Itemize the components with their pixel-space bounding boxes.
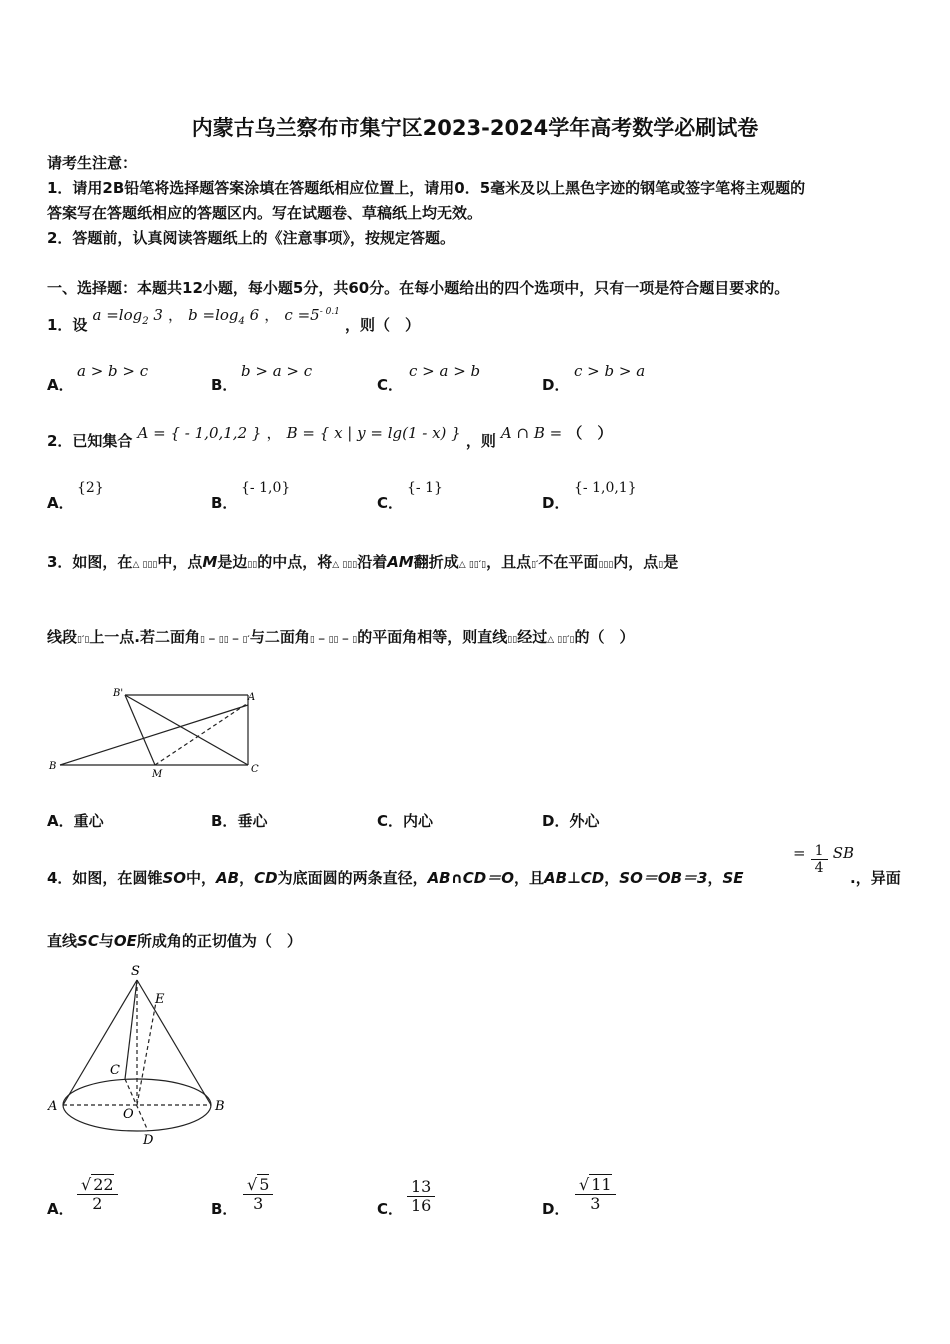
q1-b-def: $b =\log_4$ 6 [188,306,260,327]
q4-fig-label-c: C [110,1063,120,1078]
q4-option-a[interactable]: A． [47,1200,74,1218]
question-4-line-2: 直线SC与OE所成角的正切值为（ ） [47,932,302,950]
q3-option-b[interactable]: B．垂心 [211,812,268,830]
q2-set-b: B = { x | y = lg(1 - x) } [286,424,461,442]
q3-figure [45,685,270,780]
q2-expr: A ∩ B = [500,424,563,442]
notice-line-2: 答案写在答题纸相应的答题区内。写在试题卷、草稿纸上均无效。 [47,204,483,222]
q1-option-a-text: a > b > c [77,362,149,380]
question-3-line-1: 3．如图，在△ ▯▯▯中，点M是边▯▯的中点，将△ ▯▯▯沿着AM翻折成△ ▯▯′▯，且点▯′不在平面▯▯▯内，点▯是 [47,553,679,571]
q4-fig-label-e: E [155,992,165,1007]
q2-option-a[interactable]: A． [47,494,74,512]
q1-option-a[interactable]: A． [47,376,74,394]
q1-option-c-text: c > a > b [409,362,481,380]
notice-heading: 请考生注意： [47,154,138,172]
q1-option-d[interactable]: D． [542,376,570,394]
q1-a-def: $a =\log_2$ 3 [92,306,163,327]
q4-fig-label-o: O [123,1107,134,1122]
question-1: 1．设 $a =\log_2$ 3 ， $b =\log_4$ 6 ， $c =5^{- 0.1}$ ，则（ ） [47,306,421,334]
q2-option-b[interactable]: B． [211,494,238,512]
q3-fig-label-a: A [248,692,256,703]
q1-c-def: $c =5^{- 0.1}$ [284,306,340,324]
q1-suffix: ，则（ ） [345,316,421,334]
q1-option-c[interactable]: C． [377,376,404,394]
q3-option-a[interactable]: A．重心 [47,812,104,830]
q4-line-1-end: .，异面 [850,869,901,887]
question-4-line-1: 4．如图，在圆锥SO中，AB，CD为底面圆的两条直径，AB∩CD＝O，且AB⊥CD，SO＝OB＝3，SE [47,869,744,887]
q2-option-d-text: {- 1,0,1} [574,480,637,496]
q3-option-d[interactable]: D．外心 [542,812,600,830]
q4-option-c[interactable]: C． [377,1200,404,1218]
q4-fig-label-b: B [215,1099,225,1114]
q2-option-d[interactable]: D． [542,494,570,512]
page-title: 内蒙古乌兰察布市集宁区2023-2024学年高考数学必刷试卷 [191,116,759,140]
q2-option-b-text: {- 1,0} [241,480,291,496]
q1-prefix: 1．设 [47,316,88,334]
q4-option-a-value: √ $\frac{22}{2}$ [77,1176,118,1214]
q3-option-c[interactable]: C．内心 [377,812,434,830]
q4-figure [45,960,245,1150]
question-2: 2．已知集合 A = { - 1,0,1,2 } ， B = { x | y = lg(1 - x) } ，则 A ∩ B = （ ） [47,424,613,450]
q4-option-b[interactable]: B． [211,1200,238,1218]
q4-option-d[interactable]: D． [542,1200,570,1218]
q1-option-d-text: c > b > a [574,362,646,380]
q2-prefix: 2．已知集合 [47,432,133,450]
q4-option-b-value: √ $\frac{5}{3}$ [243,1176,273,1214]
q1-option-b-text: b > a > c [241,362,313,380]
q3-fig-label-b: B [49,761,57,772]
q2-paren: （ ） [567,424,613,442]
q4-fig-label-d: D [143,1133,154,1148]
q3-fig-label-m: M [152,769,163,780]
q2-set-a: A = { - 1,0,1,2 } [137,424,262,442]
q1-option-b[interactable]: B． [211,376,238,394]
q3-options [47,810,907,832]
q4-options [47,1176,907,1226]
q4-option-c-value: $\frac{13}{16}$ [407,1178,435,1216]
section-heading: 一、选择题：本题共12小题，每小题5分，共60分。在每小题给出的四个选项中，只有一项是符合题目要求的。 [47,279,790,297]
q2-option-a-text: {2} [77,480,104,496]
q4-fig-label-s: S [131,964,140,979]
notice-line-1: 1．请用2B铅笔将选择题答案涂填在答题纸相应位置上，请用0．5毫米及以上黑色字迹的钢笔或签字笔将主观题的 [47,179,806,197]
q3-fig-label-b-prime: B' [113,688,124,699]
q2-option-c[interactable]: C． [377,494,404,512]
notice-line-3: 2．答题前，认真阅读答题纸上的《注意事项》，按规定答题。 [47,229,455,247]
q4-option-d-value: √ $\frac{11}{3}$ [575,1176,616,1214]
q3-fig-label-c: C [251,764,259,775]
q2-suffix: ，则 [465,432,496,450]
q4-se-fraction: = $\frac{1}{4}$ SB [793,843,854,877]
q4-fig-label-a: A [48,1099,58,1114]
question-3-line-2: 线段▯′▯上一点.若二面角▯ − ▯▯ − ▯′与二面角▯ − ▯▯ − ▯的平面角相等，则直线▯▯经过△ ▯▯′▯的（ ） [47,628,635,646]
q2-option-c-text: {- 1} [407,480,443,496]
